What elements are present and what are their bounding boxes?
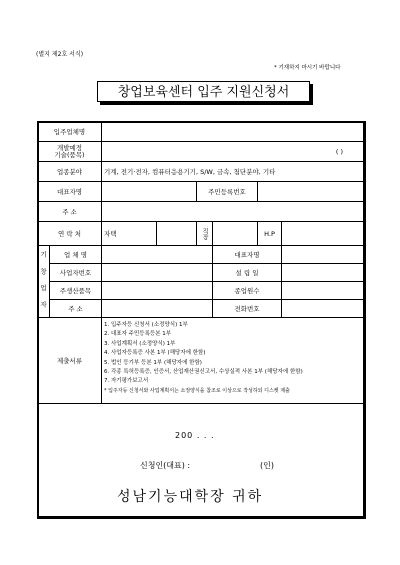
ex-products-label: 주생산품목	[50, 282, 102, 300]
recipient: 성남기능대학장 귀하	[117, 489, 264, 505]
ex-business-no-field[interactable]	[102, 264, 213, 282]
documents-label: 제출서류	[38, 318, 102, 404]
dev-tech-label: 개발예정 기술(품목)	[38, 142, 102, 162]
office-use-notice: * 기재하지 마시기 바랍니다	[274, 65, 341, 71]
resident-no-label: 주민등록번호	[197, 182, 258, 202]
company-name-label: 입주업체명	[38, 122, 102, 142]
ex-phone-field[interactable]	[282, 300, 366, 318]
document-item: 1. 입주자등 신청서 (소정양식) 1부	[104, 322, 188, 328]
ex-company-field[interactable]	[102, 246, 213, 264]
home-label: 자택	[104, 230, 117, 238]
existing-founder-label: 기 창 업 자	[38, 246, 50, 318]
home-phone-blank[interactable]	[157, 222, 197, 246]
ex-representative-field[interactable]	[282, 246, 366, 264]
document-item: * 입주자등 신청서와 사업계획서는 소정양식을 참조로 이상으로 작성하되 디스켓 제출	[104, 387, 290, 394]
form-title: 창업보육센터 입주 지원신청서	[97, 81, 310, 102]
dev-tech-field[interactable]: ( )	[102, 142, 366, 162]
document-item: 4. 사업자등록증 사본 1부 (해당자에 한함)	[104, 350, 206, 357]
resident-no-field[interactable]	[258, 182, 366, 202]
ex-employees-label: 종업원수	[213, 282, 282, 300]
documents-list	[102, 318, 366, 404]
ex-address-label: 주 소	[50, 300, 102, 318]
representative-field[interactable]	[102, 182, 197, 202]
address-field[interactable]	[102, 202, 366, 222]
ex-company-label: 업 체 명	[50, 246, 102, 264]
application-table	[37, 121, 366, 519]
form-number: (별지 제2호 서식)	[36, 51, 84, 58]
company-name-field[interactable]	[102, 122, 366, 142]
representative-label: 대표자명	[38, 182, 102, 202]
applicant-label: 신청인(대표) :	[140, 461, 191, 470]
ex-address-field[interactable]	[102, 300, 213, 318]
office-phone-field[interactable]	[213, 222, 258, 246]
document-item: 6. 각종 특허등록증, 인증서, 산업재산권신고서, 수상실적 사본 1부 (해당자에 한함)	[104, 369, 303, 376]
office-label: 직장	[197, 222, 213, 246]
document-item: 5. 법인 등기부 등본 1부 (해당자에 한함)	[104, 359, 202, 366]
address-label: 주 소	[38, 202, 102, 222]
document-item: 3. 사업계획서 (소정양식) 1부	[104, 340, 176, 347]
application-date[interactable]: 200 . . .	[175, 431, 215, 440]
business-field-options[interactable]: 기계, 전기·전자, 컴퓨터응용기기, S/W, 금속, 첨단분야, 기타	[102, 162, 366, 182]
ex-products-field[interactable]	[102, 282, 213, 300]
document-item: 7. 자기평가보고서	[104, 378, 149, 385]
hp-field[interactable]	[282, 222, 366, 246]
home-phone-field[interactable]	[102, 222, 157, 246]
ex-representative-label: 대표자명	[213, 246, 282, 264]
contact-label: 연 락 처	[38, 222, 102, 246]
ex-established-field[interactable]	[282, 264, 366, 282]
seal-mark: (인)	[260, 461, 274, 470]
ex-phone-label: 전화번호	[213, 300, 282, 318]
ex-business-no-label: 사업자번호	[50, 264, 102, 282]
hp-label: H.P	[258, 222, 282, 246]
document-item: 2. 대표자 주민등록등본 1부	[104, 331, 172, 338]
ex-established-label: 설 립 일	[213, 264, 282, 282]
business-field-label: 업종분야	[38, 162, 102, 182]
ex-employees-field[interactable]	[282, 282, 366, 300]
